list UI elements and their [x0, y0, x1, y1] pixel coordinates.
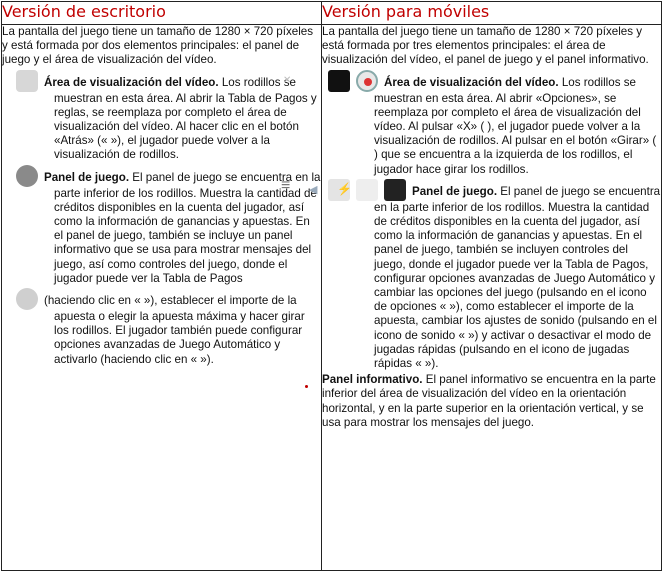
- mobile-game-panel: [322, 179, 661, 371]
- back-icon: [16, 70, 38, 92]
- desktop-auto-play: [2, 288, 321, 367]
- quick-spin-icon: [384, 179, 406, 201]
- bullet-dot: [305, 385, 308, 388]
- desktop-column: [2, 25, 322, 571]
- content-row: [2, 25, 662, 571]
- spin-icon: [356, 70, 378, 92]
- mobile-video-area-title: Área de visualización del vídeo.: [384, 75, 559, 89]
- autoplay-icon: [16, 288, 38, 310]
- desktop-auto-text: (haciendo clic en « »), establecer el importe de la apuesta o elegir la apuesta máxima y hacer girar los rodillos. El jugador también puede configurar opciones avanzadas de Juego Automático y activarlo (haciendo clic en « »).: [44, 294, 305, 366]
- desktop-game-panel: [2, 165, 321, 286]
- mobile-heading: Versión para móviles: [322, 2, 662, 25]
- mobile-info-panel-title: Panel informativo.: [322, 373, 423, 387]
- info-icon: [16, 165, 38, 187]
- desktop-heading: Versión de escritorio: [2, 2, 322, 25]
- sound-icon: [356, 179, 378, 201]
- desktop-video-area-text: Los rodillos se muestran en esta área. Al abrir la Tabla de Pagos y reglas, se reemplaza por completo el área de visualización del vídeo. Al hacer clic en el botón «Atrás» (« »), el jugador puede volver a la visualización de rodillos.: [54, 75, 317, 162]
- mobile-video-area-text: Los rodillos se muestran en esta área. Al abrir «Opciones», se reemplaza por completo el área de visualización del vídeo. Al pulsar «X» ( ), el jugador puede volver a la visualización de rodillos. Al pulsar en el botón «Girar» ( ) que se encuentra a la izquierda de los rodillos, el jugador hace girar los rodillos.: [374, 75, 657, 176]
- comparison-table: [1, 1, 662, 571]
- mobile-video-area: [322, 70, 661, 177]
- desktop-game-panel-text: El panel de juego se encuentra en la parte inferior de los rodillos. Muestra la cantidad de créditos disponibles en la cuenta del jugador, así como la información de ganancias y apuestas. En el panel de juego, también se incluye un panel informativo que se usa para mostrar mensajes del juego, así como controles del juego, donde el jugador puede ver la Tabla de Pagos: [54, 170, 321, 285]
- mobile-game-panel-text: El panel de juego se encuentra en la parte inferior de los rodillos. Muestra la cantidad de créditos disponibles en la cuenta del jugador, así como la información de ganancias y apuestas. En el panel de juego, también se incluyen controles del juego, donde el jugador puede ver la Tabla de Pagos, configurar opciones avanzadas de Juego Automático y cambiar las opciones del juego (pulsando en el icono de opciones « »), como establecer el importe de la apuesta, cambiar los ajustes de sonido (pulsando en el icono de sonido « ») y activar o desactivar el modo de jugadas rápidas (pulsando en el icono de jugadas rápidas « »).: [374, 184, 661, 371]
- mobile-intro: La pantalla del juego tiene un tamaño de 1280 × 720 píxeles y está formada por tres elementos principales: el área de visualización del vídeo, el panel de juego y el panel informativo.: [322, 25, 649, 67]
- desktop-video-area-title: Área de visualización del vídeo.: [44, 75, 219, 89]
- mobile-game-panel-title: Panel de juego.: [412, 184, 498, 198]
- mobile-info-panel-text: El panel informativo se encuentra en la parte inferior del área de visualización del vídeo en la orientación horizontal, y en la parte superior en la orientación vertical, y se usa para mostrar los mensajes del juego.: [322, 373, 656, 429]
- desktop-game-panel-title: Panel de juego.: [44, 170, 130, 184]
- header-row: [2, 2, 662, 25]
- desktop-intro: La pantalla del juego tiene un tamaño de 1280 × 720 píxeles y está formada por dos elementos principales: el panel de juego y el área de visualización del vídeo.: [2, 25, 314, 67]
- mobile-info-panel: [322, 373, 661, 430]
- close-icon: [328, 70, 350, 92]
- mobile-column: [322, 25, 662, 571]
- desktop-video-area: [2, 70, 321, 163]
